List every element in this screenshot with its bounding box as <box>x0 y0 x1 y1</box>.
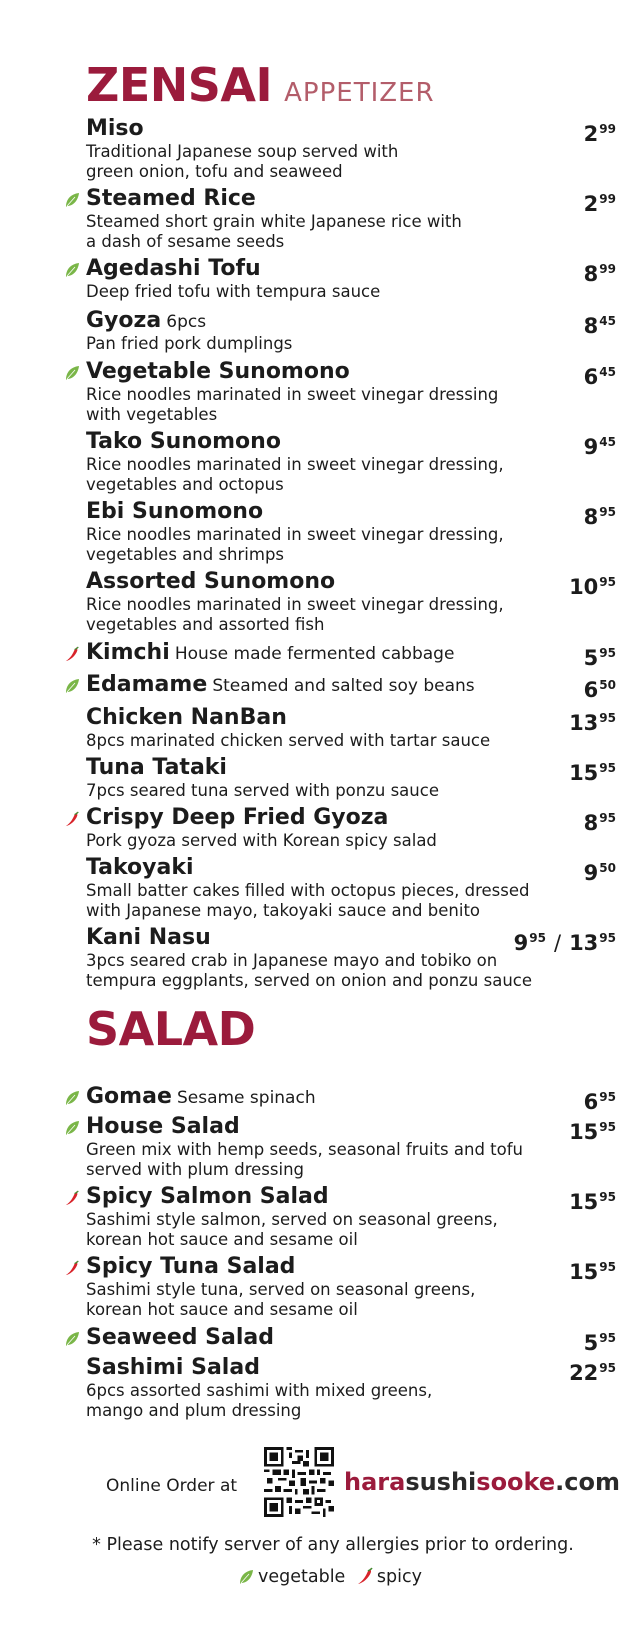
item-price <box>584 855 616 886</box>
item-price <box>584 805 616 836</box>
menu-item <box>86 429 616 495</box>
price-dollars: 9 <box>583 435 599 459</box>
price-dollars: 15 <box>569 1260 599 1284</box>
price-cents: 45 <box>599 435 616 449</box>
item-description: Sashimi style tuna, served on seasonal greens, korean hot sauce and sesame oil <box>86 1280 476 1319</box>
price-cents: 45 <box>599 314 616 328</box>
site-part-4: .com <box>555 1468 620 1496</box>
item-note: Steamed and salted soy beans <box>212 676 475 696</box>
price-dollars: 22 <box>569 1361 599 1385</box>
item-price <box>584 429 616 460</box>
price-cents: 99 <box>599 122 616 136</box>
menu-item <box>86 1114 616 1180</box>
menu-item <box>86 640 616 670</box>
item-price <box>569 705 616 736</box>
price-cents: 99 <box>599 192 616 206</box>
item-name: Steamed Rice <box>86 186 256 211</box>
leaf-icon <box>64 1120 80 1136</box>
menu-item <box>86 672 616 702</box>
item-description: Rice noodles marinated in sweet vinegar dressing with vegetables <box>86 385 499 424</box>
zensai-title: ZENSAI <box>86 58 273 112</box>
item-name: Gomae <box>86 1084 172 1109</box>
leaf-icon <box>238 1569 254 1585</box>
menu-item <box>86 359 616 425</box>
price-separator: / <box>553 931 562 955</box>
site-part-3: sooke <box>476 1468 556 1496</box>
item-description: 6pcs assorted sashimi with mixed greens, mango and plum dressing <box>86 1381 433 1420</box>
menu-item <box>86 925 616 991</box>
price-cents: 95 <box>599 811 616 825</box>
item-price <box>569 1184 616 1215</box>
menu-item <box>86 569 616 635</box>
menu-item <box>86 256 616 302</box>
item-name: Miso <box>86 116 144 141</box>
menu-item <box>86 1084 616 1114</box>
price-dollars: 8 <box>583 314 599 338</box>
item-price <box>584 256 616 287</box>
price-dollars: 6 <box>583 1090 599 1114</box>
item-description: 7pcs seared tuna served with ponzu sauce <box>86 781 439 800</box>
item-name: Gyoza <box>86 308 162 333</box>
price-cents: 95 <box>599 1090 616 1104</box>
item-description: 8pcs marinated chicken served with tartar sauce <box>86 731 491 750</box>
price-cents: 95 <box>599 646 616 660</box>
leaf-icon <box>64 678 80 694</box>
chili-pepper-icon <box>64 1190 80 1206</box>
item-price <box>584 672 616 703</box>
item-price <box>584 640 616 671</box>
price-dollars: 8 <box>583 262 599 286</box>
item-name: Vegetable Sunomono <box>86 359 350 384</box>
menu-item <box>86 805 616 851</box>
price-cents: 95 <box>599 1120 616 1134</box>
item-price <box>584 1325 616 1356</box>
price-dollars: 8 <box>583 505 599 529</box>
item-note: Sesame spinach <box>176 1088 316 1108</box>
chili-pepper-icon <box>64 1260 80 1276</box>
leaf-icon <box>64 365 80 381</box>
item-price <box>569 569 616 600</box>
salad-title: SALAD <box>86 1002 256 1056</box>
item-name: Chicken NanBan <box>86 705 287 730</box>
item-description: Traditional Japanese soup served with green onion, tofu and seaweed <box>86 142 399 181</box>
item-note: House made fermented cabbage <box>174 644 455 664</box>
price-cents: 95 <box>599 1190 616 1204</box>
item-name: Kani Nasu <box>86 925 211 950</box>
menu-item <box>86 499 616 565</box>
leaf-icon <box>64 262 80 278</box>
price-cents: 95 <box>599 761 616 775</box>
price-dollars: 9 <box>513 931 529 955</box>
legend-spicy-label: spicy <box>376 1567 422 1587</box>
menu-item <box>86 116 616 182</box>
menu-item <box>86 1184 616 1250</box>
price-dollars: 15 <box>569 1190 599 1214</box>
item-description: Pan fried pork dumplings <box>86 334 293 353</box>
item-name: Takoyaki <box>86 855 194 880</box>
item-description: Small batter cakes filled with octopus pieces, dressed with Japanese mayo, takoyaki sauce and benito <box>86 881 530 920</box>
site-part-2: sushi <box>405 1468 477 1496</box>
price-dollars: 5 <box>583 646 599 670</box>
item-name: Crispy Deep Fried Gyoza <box>86 805 389 830</box>
price-cents: 95 <box>599 505 616 519</box>
leaf-icon <box>64 1331 80 1347</box>
price-dollars: 15 <box>569 761 599 785</box>
item-description: Sashimi style salmon, served on seasonal greens, korean hot sauce and sesame oil <box>86 1210 498 1249</box>
item-name: Tako Sunomono <box>86 429 281 454</box>
allergy-note: * Please notify server of any allergies prior to ordering. <box>92 1535 574 1555</box>
zensai-heading <box>86 58 435 112</box>
price-dollars: 5 <box>583 1331 599 1355</box>
menu-item <box>86 1325 616 1355</box>
price-dollars: 10 <box>569 575 599 599</box>
chili-pepper-icon <box>64 811 80 827</box>
menu-item <box>86 308 616 354</box>
item-price <box>514 925 616 956</box>
item-price <box>569 1355 616 1386</box>
price-cents: 95 <box>599 1361 616 1375</box>
qr-code-icon[interactable] <box>264 1447 334 1517</box>
price-cents: 95 <box>599 711 616 725</box>
price-dollars-large: 13 <box>569 931 599 955</box>
item-description: Green mix with hemp seeds, seasonal fruits and tofu served with plum dressing <box>86 1140 524 1179</box>
item-description: 3pcs seared crab in Japanese mayo and tobiko on tempura eggplants, served on onion and ponzu sauce <box>86 951 533 990</box>
item-price <box>569 1254 616 1285</box>
site-part-1: hara <box>344 1468 406 1496</box>
item-name: Tuna Tataki <box>86 755 227 780</box>
item-note: 6pcs <box>166 312 207 332</box>
salad-heading <box>86 1002 255 1056</box>
price-cents: 50 <box>599 678 616 692</box>
price-cents: 95 <box>529 931 546 945</box>
item-description: Rice noodles marinated in sweet vinegar dressing, vegetables and assorted fish <box>86 595 504 634</box>
price-dollars: 9 <box>583 861 599 885</box>
chili-pepper-icon <box>357 1567 373 1585</box>
price-cents: 95 <box>599 1260 616 1274</box>
item-name: Assorted Sunomono <box>86 569 336 594</box>
item-price <box>584 308 616 339</box>
price-dollars: 2 <box>583 192 599 216</box>
price-cents: 45 <box>599 365 616 379</box>
price-cents: 50 <box>599 861 616 875</box>
online-order-label: Online Order at <box>106 1476 238 1496</box>
item-name: Kimchi <box>86 640 170 665</box>
zensai-subtitle: APPETIZER <box>284 78 435 108</box>
price-cents: 99 <box>599 262 616 276</box>
item-description: Steamed short grain white Japanese rice with a dash of sesame seeds <box>86 212 462 251</box>
price-dollars: 13 <box>569 711 599 735</box>
menu-item <box>86 1355 616 1421</box>
menu-item <box>86 755 616 801</box>
price-dollars: 8 <box>583 811 599 835</box>
item-price <box>584 186 616 217</box>
price-dollars: 15 <box>569 1120 599 1144</box>
item-description: Deep fried tofu with tempura sauce <box>86 282 381 301</box>
item-description: Rice noodles marinated in sweet vinegar dressing, vegetables and shrimps <box>86 525 504 564</box>
item-name: Ebi Sunomono <box>86 499 264 524</box>
item-price <box>569 755 616 786</box>
price-dollars: 6 <box>583 678 599 702</box>
item-name: Seaweed Salad <box>86 1325 275 1350</box>
item-description: Rice noodles marinated in sweet vinegar dressing, vegetables and octopus <box>86 455 504 494</box>
price-dollars: 2 <box>583 122 599 146</box>
item-name: House Salad <box>86 1114 240 1139</box>
menu-item <box>86 1254 616 1320</box>
legend <box>0 1567 638 1587</box>
price-dollars: 6 <box>583 365 599 389</box>
price-cents-large: 95 <box>599 931 616 945</box>
menu-item <box>86 855 616 921</box>
price-cents: 95 <box>599 575 616 589</box>
item-price <box>584 116 616 147</box>
website-link[interactable] <box>344 1468 620 1496</box>
item-name: Sashimi Salad <box>86 1355 260 1380</box>
item-name: Edamame <box>86 672 208 697</box>
legend-vegetable-label: vegetable <box>258 1567 346 1587</box>
item-name: Spicy Tuna Salad <box>86 1254 296 1279</box>
item-name: Agedashi Tofu <box>86 256 261 281</box>
price-cents: 95 <box>599 1331 616 1345</box>
menu-item <box>86 705 616 751</box>
leaf-icon <box>64 192 80 208</box>
item-description: Pork gyoza served with Korean spicy salad <box>86 831 437 850</box>
item-price <box>569 1114 616 1145</box>
chili-pepper-icon <box>64 646 80 662</box>
menu-item <box>86 186 616 252</box>
item-price <box>584 359 616 390</box>
item-price <box>584 499 616 530</box>
item-price <box>584 1084 616 1115</box>
item-name: Spicy Salmon Salad <box>86 1184 329 1209</box>
leaf-icon <box>64 1090 80 1106</box>
